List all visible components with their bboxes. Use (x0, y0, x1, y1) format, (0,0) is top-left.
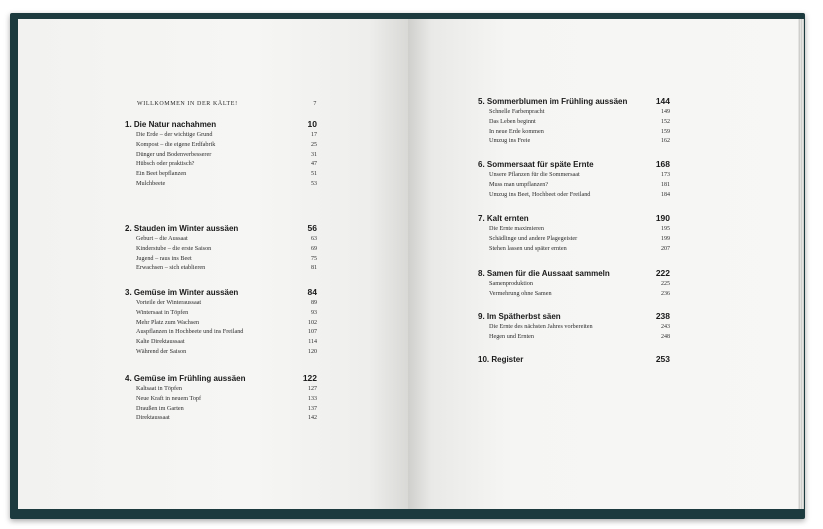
toc-entry-label: Auspflanzen in Hochbeete und ins Freiland (136, 328, 244, 336)
toc-entry (489, 181, 670, 188)
toc-entry (489, 290, 670, 297)
toc-intro-label: WILLKOMMEN IN DER KÄLTE! (137, 101, 238, 107)
toc-entry-label: Die Ernte des nächsten Jahres vorbereiten (489, 323, 593, 330)
toc-entry (136, 348, 317, 355)
chapter-heading (478, 268, 670, 278)
toc-entry-label: Das Leben beginnt (489, 117, 536, 125)
chapter-heading-label: 6. Sommersaat für späte Ernte (478, 160, 594, 169)
toc-entry-label: Die Erde – der wichtige Grund (136, 131, 213, 138)
chapter-heading-page-number: 238 (655, 311, 670, 321)
chapter-heading-page-number: 253 (655, 354, 670, 364)
chapter-heading-label: 2. Stauden im Winter aussäen (125, 224, 239, 233)
toc-entry-page-number: 107 (308, 329, 317, 336)
toc-entry (489, 108, 670, 115)
toc-entry-label: Kaltsaat in Töpfen (136, 385, 182, 392)
toc-entry-page-number: 25 (311, 141, 317, 148)
chapter-heading-label: 4. Gemüse im Frühling aussäen (125, 374, 246, 383)
left-page (18, 19, 408, 509)
toc-entry-page-number: 120 (308, 349, 317, 355)
toc-entry-page-number: 53 (311, 181, 317, 187)
toc-entry-label: Ein Beet bepflanzen (136, 170, 187, 178)
chapter-heading (478, 213, 670, 223)
toc-entry-page-number: 152 (661, 118, 670, 125)
toc-entry-label: Kompost – die eigene Erdfabrik (136, 140, 216, 148)
toc-entry (136, 151, 317, 158)
chapter-heading-page-number: 84 (307, 287, 317, 297)
toc-entry (489, 171, 670, 178)
toc-entry (136, 414, 317, 421)
toc-entry-label: Die Ernte maximieren (489, 225, 544, 232)
toc-entry-page-number: 142 (308, 415, 317, 422)
page-edges (798, 19, 804, 509)
toc-entry-page-number: 173 (661, 172, 670, 178)
toc-entry-page-number: 162 (661, 138, 670, 145)
toc-entry-page-number: 225 (661, 281, 670, 287)
chapter-heading-label: 3. Gemüse im Winter aussäen (125, 288, 239, 297)
toc-entry-page-number: 31 (311, 151, 317, 158)
toc-entry-page-number: 199 (661, 235, 670, 242)
toc-entry (136, 235, 317, 242)
toc-entry-label: Während der Saison (136, 348, 187, 355)
toc-entry (136, 245, 317, 252)
chapter-heading (125, 119, 317, 129)
toc-entry-page-number: 47 (311, 161, 317, 168)
toc-entry-label: Vorteile der Winteraussaat (136, 299, 202, 306)
chapter-heading-page-number: 122 (302, 373, 317, 383)
toc-entry-label: Geburt – die Aussaat (136, 235, 188, 242)
toc-entry-page-number: 75 (311, 255, 317, 262)
chapter-heading (125, 223, 317, 233)
toc-entry-label: Wintersaat in Töpfen (136, 308, 189, 316)
toc-entry-page-number: 81 (311, 265, 317, 272)
chapter-heading-page-number: 144 (655, 96, 670, 106)
toc-entry (136, 160, 317, 167)
chapter-heading-label: 1. Die Natur nachahmen (125, 120, 217, 129)
toc-entry-page-number: 184 (661, 191, 670, 198)
toc-entry (136, 405, 317, 412)
chapter-heading-label: 8. Samen für die Aussaat sammeln (478, 269, 610, 278)
right-page (408, 19, 798, 509)
toc-entry-label: In neue Erde kommen (489, 127, 544, 135)
chapter-heading (478, 354, 670, 364)
toc-entry (136, 338, 317, 345)
toc-entry-page-number: 195 (661, 226, 670, 232)
toc-entry-label: Erwachsen – sich etablieren (136, 264, 206, 272)
chapter-heading (478, 96, 670, 106)
toc-entry (136, 141, 317, 148)
toc-entry-label: Neue Kraft in neuem Topf (136, 394, 202, 402)
toc-entry-label: Hübsch oder praktisch? (136, 160, 195, 168)
toc-entry-page-number: 51 (311, 171, 317, 178)
chapter-heading-page-number: 168 (655, 159, 670, 169)
toc-entry (136, 395, 317, 402)
toc-entry (489, 235, 670, 242)
toc-entry-page-number: 159 (661, 128, 670, 135)
toc-entry-label: Stehen lassen und später ernten (489, 244, 567, 252)
toc-entry-label: Kinderstube – die erste Saison (136, 244, 212, 252)
toc-entry (489, 280, 670, 287)
toc-entry-label: Schnelle Farbenpracht (489, 108, 545, 115)
toc-entry (136, 255, 317, 262)
toc-entry (489, 245, 670, 252)
toc-entry-page-number: 69 (311, 245, 317, 252)
toc-intro (137, 101, 317, 107)
chapter-heading-page-number: 56 (307, 223, 317, 233)
toc-entry (136, 264, 317, 271)
toc-entry (136, 170, 317, 177)
toc-intro-page-number: 7 (313, 101, 317, 107)
toc-entry-page-number: 236 (661, 290, 670, 297)
chapter-heading (125, 287, 317, 297)
toc-entry-page-number: 137 (308, 405, 317, 412)
toc-entry (489, 128, 670, 135)
toc-entry (489, 137, 670, 144)
toc-entry-page-number: 133 (308, 395, 317, 402)
toc-entry (136, 299, 317, 306)
toc-entry-label: Umzug ins Freie (489, 137, 531, 145)
toc-entry-label: Samenproduktion (489, 280, 533, 287)
toc-entry-page-number: 149 (661, 109, 670, 115)
toc-entry (489, 118, 670, 125)
toc-entry (136, 180, 317, 187)
toc-entry (136, 131, 317, 138)
toc-entry-page-number: 63 (311, 236, 317, 242)
toc-entry-label: Dünger und Bodenverbesserer (136, 150, 212, 158)
toc-entry (136, 309, 317, 316)
toc-entry-page-number: 102 (308, 319, 317, 326)
toc-entry-label: Mehr Platz zum Wachsen (136, 318, 200, 326)
toc-entry-label: Jugend – raus ins Beet (136, 254, 192, 262)
chapter-heading-page-number: 222 (655, 268, 670, 278)
toc-entry (136, 319, 317, 326)
toc-entry-page-number: 89 (311, 300, 317, 306)
toc-entry-page-number: 17 (311, 132, 317, 138)
toc-entry-page-number: 207 (661, 245, 670, 252)
chapter-heading-label: 10. Register (478, 355, 524, 364)
toc-entry-page-number: 248 (661, 333, 670, 340)
toc-entry (489, 323, 670, 330)
toc-entry-page-number: 243 (661, 324, 670, 330)
toc-entry (136, 385, 317, 392)
toc-entry-label: Kalte Direktaussaat (136, 338, 185, 346)
toc-entry-page-number: 93 (311, 309, 317, 316)
toc-entry-label: Mulchbeete (136, 180, 166, 187)
chapter-heading (478, 311, 670, 321)
chapter-heading-page-number: 10 (307, 119, 317, 129)
chapter-heading-page-number: 190 (655, 213, 670, 223)
chapter-heading (125, 373, 317, 383)
toc-entry-page-number: 127 (308, 386, 317, 392)
toc-entry (489, 333, 670, 340)
toc-entry (136, 328, 317, 335)
toc-entry (489, 225, 670, 232)
toc-entry-label: Hegen und Ernten (489, 332, 535, 340)
toc-entry-label: Schädlinge und andere Plagegeister (489, 234, 578, 242)
toc-entry-page-number: 181 (661, 181, 670, 188)
toc-entry-label: Draußen im Garten (136, 404, 184, 412)
toc-entry-label: Umzug ins Beet, Hochbeet oder Freiland (489, 190, 591, 198)
chapter-heading-label: 7. Kalt ernten (478, 214, 529, 223)
chapter-heading-label: 9. Im Spätherbst säen (478, 312, 561, 321)
toc-entry-label: Vermehrung ohne Samen (489, 289, 552, 297)
chapter-heading (478, 159, 670, 169)
toc-entry-label: Direktaussaat (136, 414, 170, 422)
toc-entry (489, 191, 670, 198)
toc-entry-label: Muss man umpflanzen? (489, 180, 549, 188)
chapter-heading-label: 5. Sommerblumen im Frühling aussäen (478, 97, 628, 106)
toc-entry-page-number: 114 (308, 339, 317, 346)
toc-entry-label: Unsere Pflanzen für die Sommersaat (489, 171, 580, 178)
